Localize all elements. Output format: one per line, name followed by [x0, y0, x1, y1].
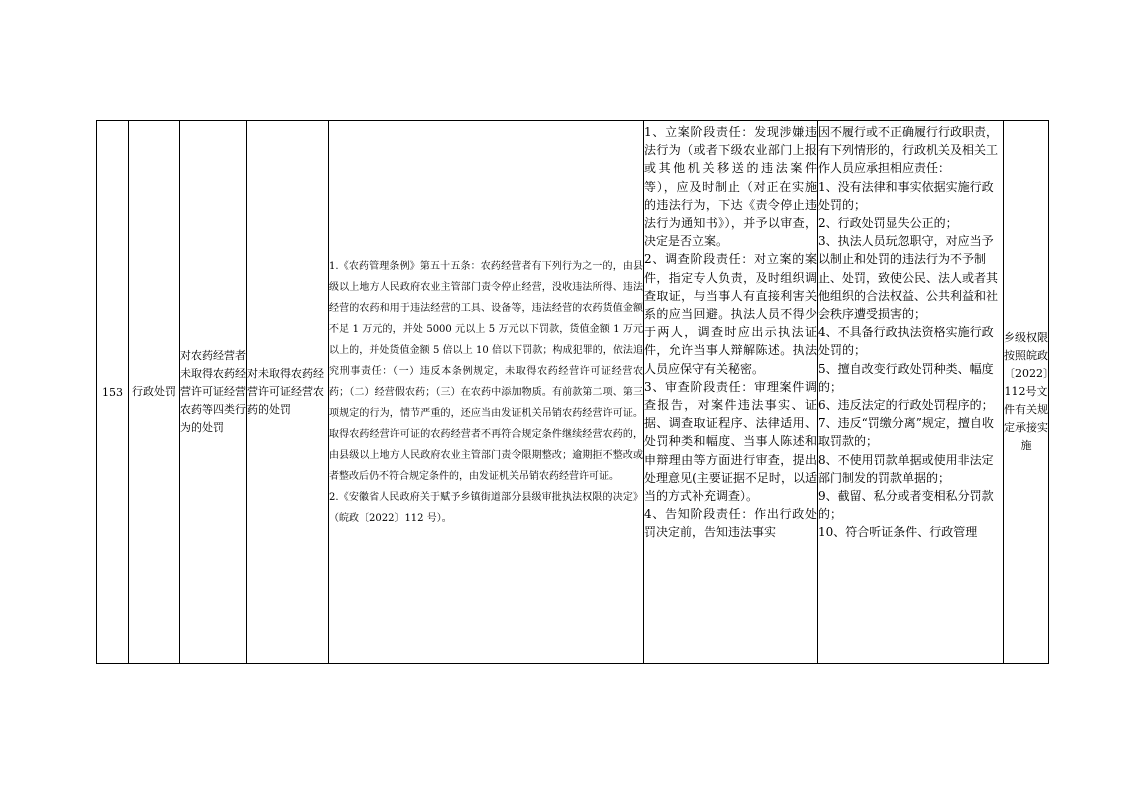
legal-basis-paragraph: 1.《农药管理条例》第五十五条：农药经营者有下列行为之一的，由县级以上地方人民政府农业主管部门责令停止经营，没收违法所得、违法经营的农药和用于违法经营的工具、设备等，违法经营的农药货值金额不足 1 万元的，并处 5000 元以上 5 万元以下罚款，货值金额 1 万元以上的，并处货值金额 5 倍以上 10 倍以下罚款；构成犯罪的，依法追究刑事责任：（一）违反本条例规定，未取得农药经营许可证经营农药；（二）经营假农药；（三）在农药中添加物质。有前款第二项、第三项规定的行为，情节严重的，还应当由发证机关吊销农药经营许可证。取得农药经营许可证的农药经营者不再符合规定条件继续经营农药的，由县级以上地方人民政府农业主管部门责令限期整改；逾期拒不整改或者整改后仍不符合规定条件的，由发证机关吊销农药经营许可证。 [329, 260, 643, 482]
accountability-paragraph: 3、执法人员玩忽职守，对应当予以制止和处罚的违法行为不予制止、处罚，致使公民、法人或者其他组织的合法权益、公共利益和社会秩序遭受损害的； [818, 234, 999, 322]
duty-paragraph: 2、调查阶段责任：对立案的案件，指定专人负责，及时组织调查取证，与当事人有直接利害关系的应当回避。执法人员不得少于两人，调查时应出示执法证件，允许当事人辩解陈述。执法人员应保守有关秘密。 [644, 252, 817, 376]
duty-paragraph: 3、审查阶段责任：审理案件调查报告，对案件违法事实、证据、调查取证程序、法律适用、处罚种类和幅度、当事人陈述和申辩理由等方面进行审查，提出处理意见(主要证据不足时，以适当的方式补充调查）。 [644, 379, 817, 504]
accountability-paragraph: 7、违反“罚缴分离”规定，擅自收取罚款的； [818, 416, 994, 449]
accountability-paragraph: 因不履行或不正确履行行政职责，有下列情形的，行政机关及相关工作人员应承担相应责任： [818, 125, 999, 176]
accountability-paragraph: 2、行政处罚显失公正的； [818, 216, 958, 231]
remarks: 乡级权限按照皖政〔2022〕112号文件有关规定承接实施 [1004, 121, 1049, 664]
accountability-paragraph: 9、截留、私分或者变相私分罚款的； [818, 489, 994, 522]
item-name: 对农药经营者未取得农药经营许可证经营农药等四类行为的处罚 [180, 121, 247, 664]
table-row [97, 121, 1049, 664]
legal-basis-paragraph: 2.《安徽省人民政府关于赋予乡镇街道部分县级审批执法权限的决定》（皖政〔2022〕112 号）。 [329, 491, 643, 524]
responsibility-table [96, 120, 1054, 664]
accountability-paragraph: 8、不使用罚款单据或使用非法定部门制发的罚款单据的； [818, 452, 994, 485]
accountability-paragraph: 10、符合听证条件、行政管理 [818, 525, 978, 540]
accountability-paragraph: 6、违反法定的行政处罚程序的； [818, 398, 994, 413]
legal-basis [329, 121, 644, 664]
duty-content [644, 121, 818, 664]
item-category: 行政处罚 [129, 121, 180, 664]
accountability-paragraph: 1、没有法律和事实依据实施行政处罚的； [818, 179, 994, 212]
accountability-paragraph: 5、擅自改变行政处罚种类、幅度的； [818, 361, 994, 394]
accountability-paragraph: 4、不具备行政执法资格实施行政处罚的； [818, 325, 994, 358]
duty-paragraph: 1、立案阶段责任：发现涉嫌违法行为（或者下级农业部门上报或其他机关移送的违法案件等），应及时制止（对正在实施的违法行为，下达《责令停止违法行为通知书》），并予以审查，决定是否立案。 [644, 125, 817, 249]
duty-paragraph: 4、告知阶段责任：作出行政处罚决定前，告知违法事实 [644, 507, 817, 540]
accountability-content [818, 121, 1004, 664]
sub-item-name: 对未取得农药经营许可证经营农药的处罚 [247, 121, 329, 664]
item-number: 153 [97, 121, 129, 664]
